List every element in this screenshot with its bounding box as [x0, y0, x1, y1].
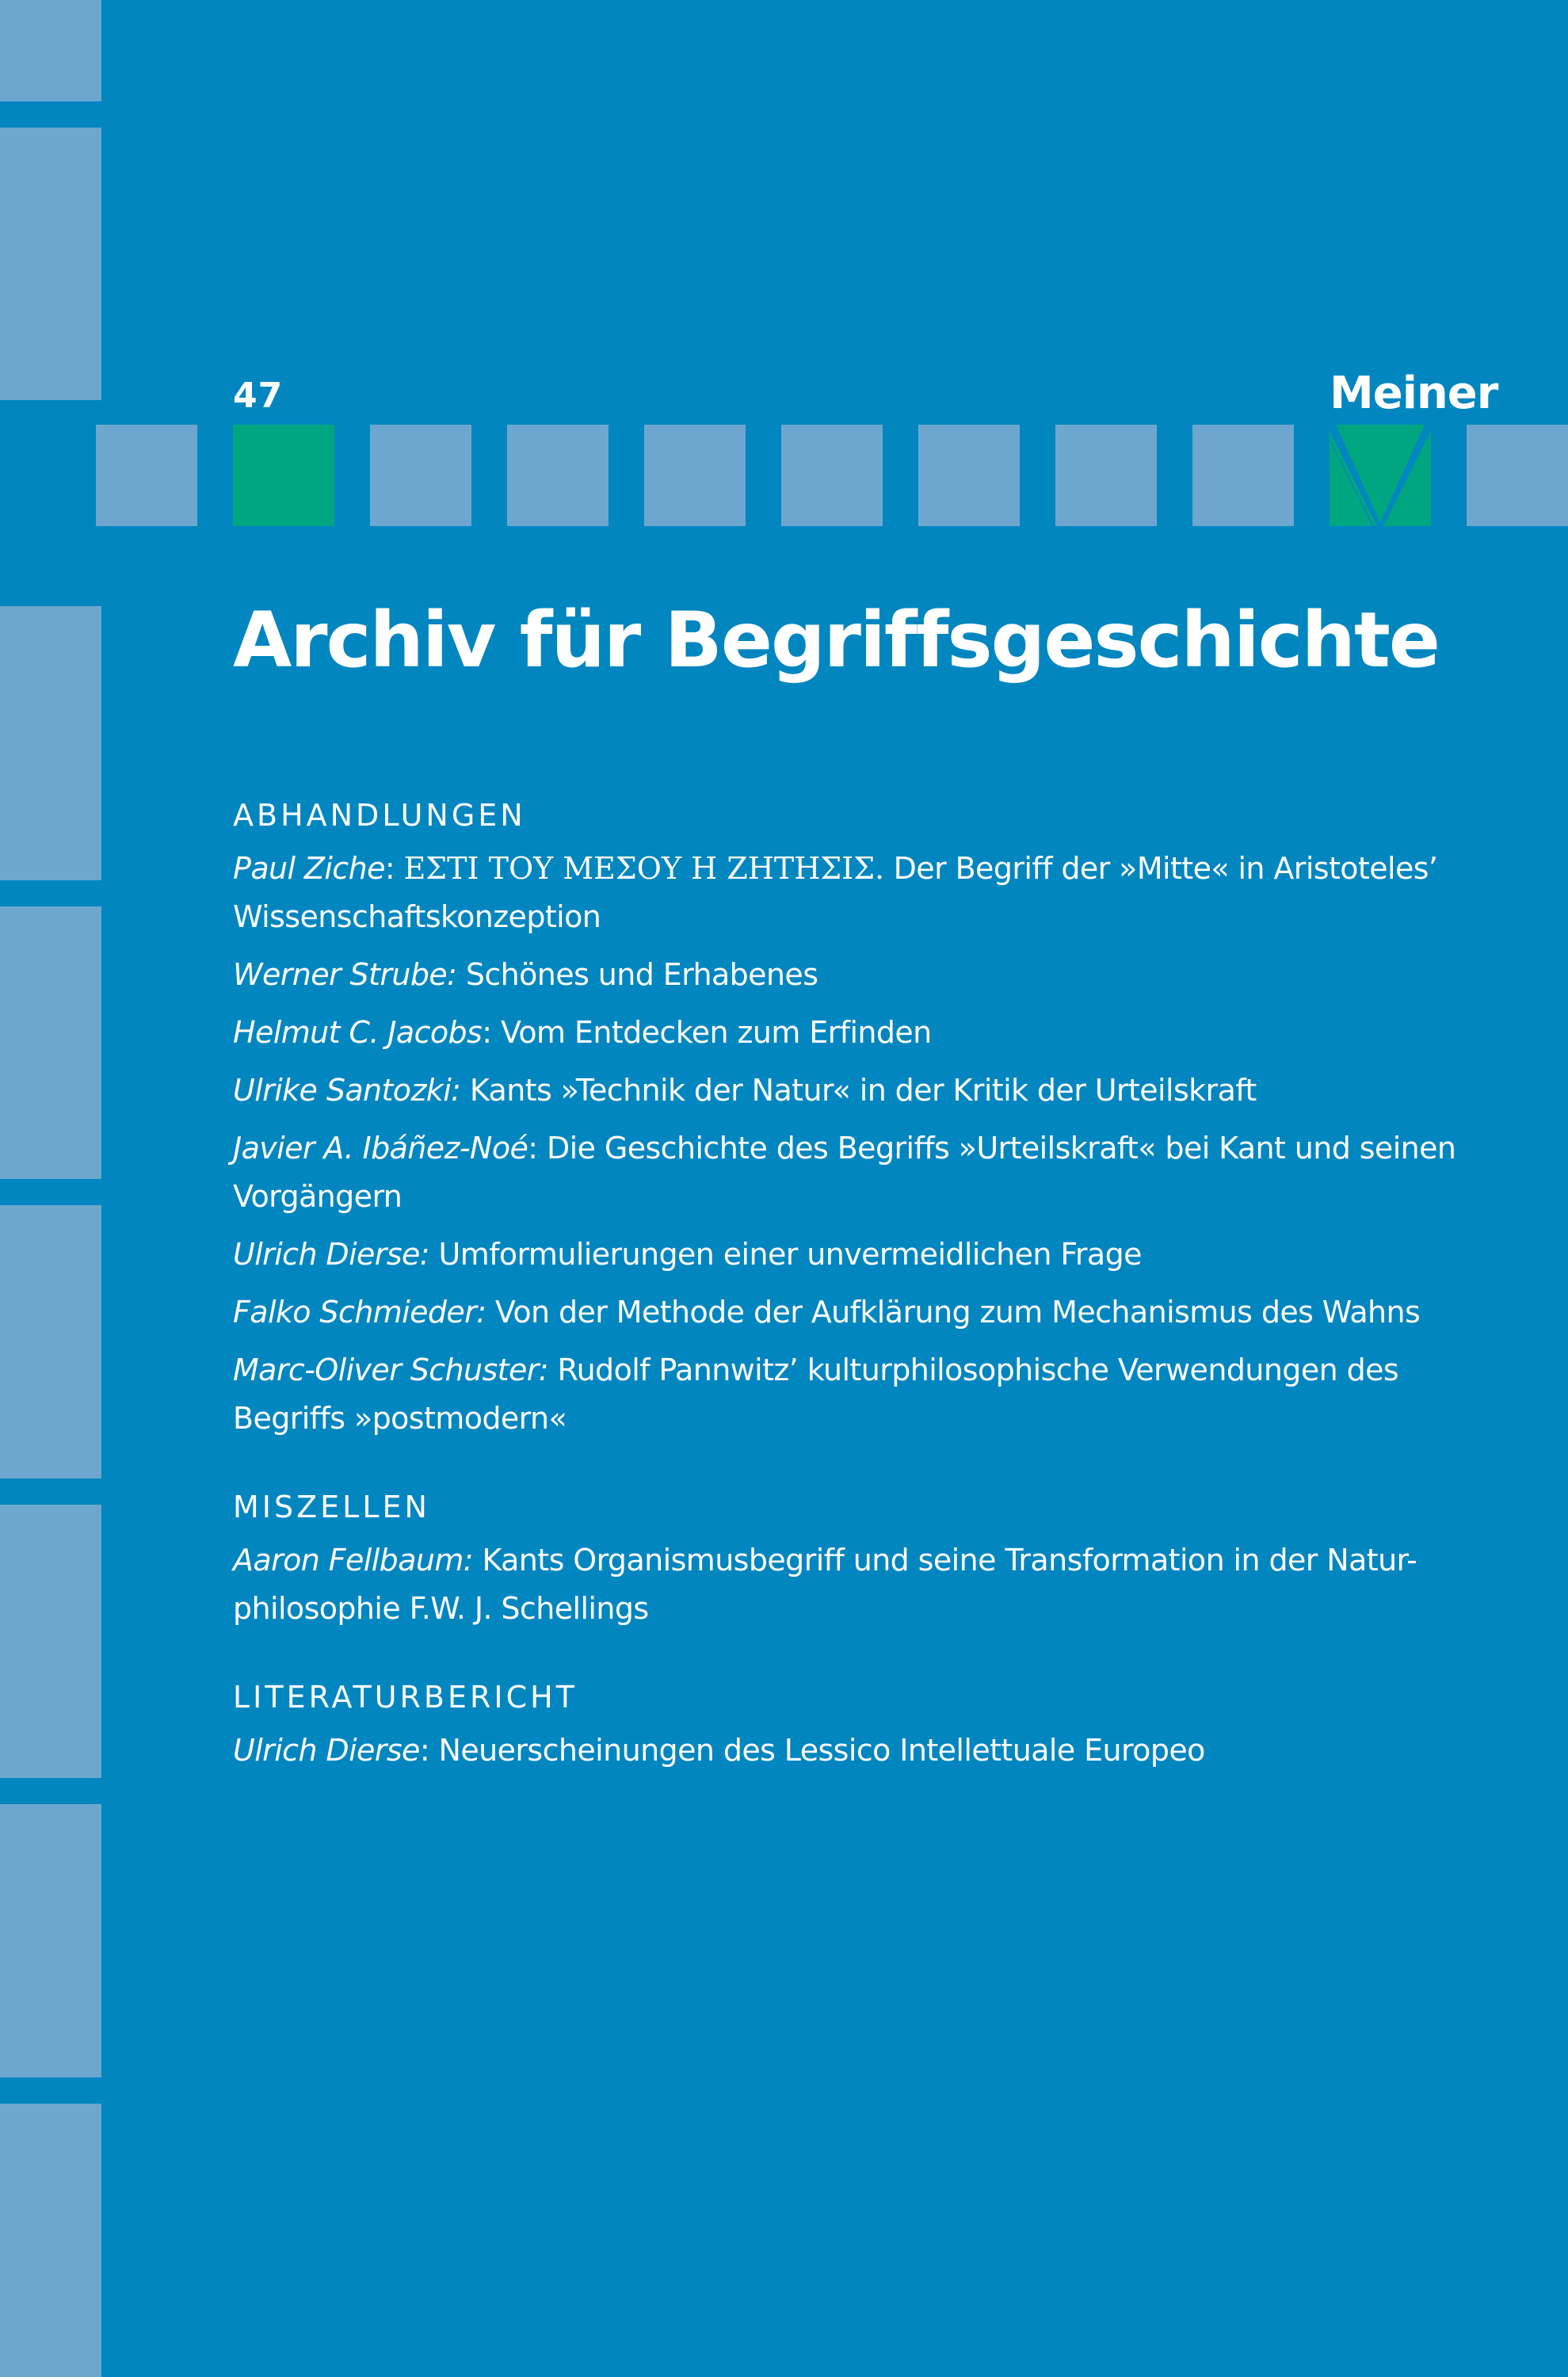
decor-bar: [0, 2104, 101, 2377]
entry-separator: :: [528, 1131, 547, 1166]
toc-entry: [233, 1009, 1501, 1057]
decor-bar: [0, 1804, 101, 2077]
entry-title: Neuerscheinungen des Lessico Intellettuale Europeo: [438, 1733, 1205, 1768]
entry-separator: [486, 1295, 494, 1330]
decor-bar: [0, 906, 101, 1179]
entry-separator: [456, 957, 465, 992]
toc-entry: [233, 1288, 1501, 1337]
entry-separator: :: [482, 1015, 501, 1050]
entry-separator: :: [384, 851, 404, 886]
toc-entry: [233, 951, 1501, 999]
entry-author: Paul Ziche: [233, 851, 385, 886]
toc-entry: [233, 1230, 1501, 1279]
entry-author: Werner Strube:: [233, 957, 457, 992]
decor-square: [1467, 425, 1568, 526]
journal-title: Archiv für Begriffsgeschichte: [233, 596, 1439, 685]
issue-number: 47: [233, 376, 284, 416]
decor-square: [1192, 425, 1294, 526]
toc-entry: [233, 1346, 1501, 1443]
entry-title: Von der Methode der Aufklärung zum Mechanismus des Wahns: [494, 1295, 1421, 1330]
entry-title: Schönes und Erhabenes: [465, 957, 818, 992]
decor-bar: [0, 128, 101, 400]
entry-separator: :: [419, 1733, 439, 1768]
issue-square-green: [233, 425, 334, 526]
publisher-name: Meiner: [1330, 368, 1498, 419]
entry-author: Ulrike Santozki:: [233, 1073, 461, 1108]
section-heading: MISZELLEN: [233, 1490, 430, 1524]
entry-title: Kants Organismusbegriff und seine Transformation in der Natur-philosophie F.W. J. Schellings: [233, 1543, 1417, 1626]
decor-bar: [0, 1505, 101, 1778]
decor-bar: [0, 0, 101, 101]
decor-square: [918, 425, 1020, 526]
meiner-logo-m-icon: [1330, 425, 1431, 526]
entry-separator: [473, 1543, 482, 1578]
toc-entry: [233, 1124, 1501, 1221]
decor-square: [507, 425, 609, 526]
decor-square: [644, 425, 746, 526]
entry-title: Kants »Technik der Natur« in der Kritik der Urteilskraft: [469, 1073, 1257, 1108]
toc-entry: [233, 1536, 1501, 1633]
entry-title: Der Begriff der »Mitte« in Aristoteles’ Wissenschaftskonzeption: [233, 851, 1438, 934]
decor-bar: [0, 1205, 101, 1478]
decor-square: [781, 425, 883, 526]
decor-square: [370, 425, 471, 526]
entry-author: Ulrich Dierse: [233, 1733, 420, 1768]
entry-separator: [429, 1237, 438, 1272]
entry-author: Helmut C. Jacobs: [233, 1015, 483, 1050]
entry-author: Ulrich Dierse:: [233, 1237, 430, 1272]
entry-greek-title: ΕΣΤΙ ΤΟΥ ΜΕΣΟΥ Η ΖΗΤΗΣΙΣ.: [403, 851, 885, 886]
decor-square: [96, 425, 197, 526]
section-heading: LITERATURBERICHT: [233, 1680, 578, 1715]
entry-title: Rudolf Pannwitz’ kulturphilosophische Verwendungen des Begriffs »postmodern«: [233, 1353, 1399, 1436]
toc-entry: [233, 1726, 1501, 1775]
entry-author: Falko Schmieder:: [233, 1295, 486, 1330]
table-of-contents: [233, 792, 1501, 1784]
entry-separator: [548, 1353, 557, 1387]
entry-author: Javier A. Ibáñez-Noé: [233, 1131, 528, 1166]
decor-square: [1055, 425, 1157, 526]
entry-title: Die Geschichte des Begriffs »Urteilskraft« bei Kant und seinen Vorgängern: [233, 1131, 1456, 1214]
entry-author: Aaron Fellbaum:: [233, 1543, 473, 1578]
entry-title: Vom Entdecken zum Erfinden: [500, 1015, 932, 1050]
decor-bar: [0, 606, 101, 880]
toc-entry: [233, 845, 1501, 941]
section-heading: ABHANDLUNGEN: [233, 798, 526, 833]
entry-title: Umformulierungen einer unvermeidlichen Frage: [438, 1237, 1142, 1272]
entry-separator: [460, 1073, 469, 1108]
entry-author: Marc-Oliver Schuster:: [233, 1353, 548, 1387]
toc-entry: [233, 1066, 1501, 1115]
